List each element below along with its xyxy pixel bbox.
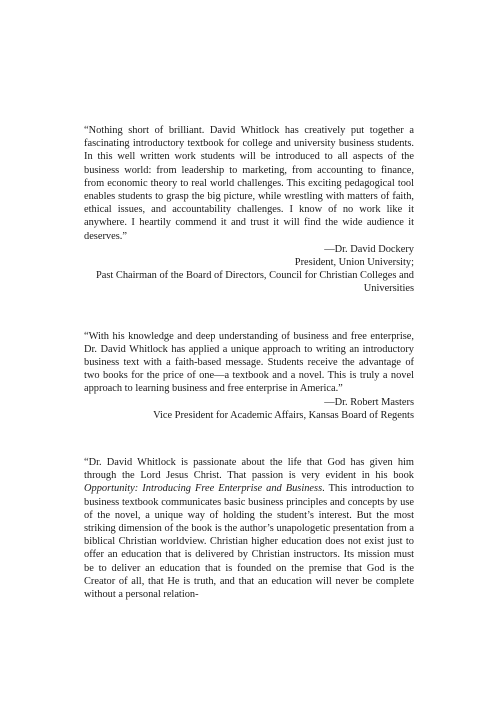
testimonial-quote: “With his knowledge and deep understanding of business and free enterprise, Dr. David Whitlock has applied a unique approach to writing an introductory business text with a faith-based message. Students receive the advantage of two books for the price of one—a textbook and a novel. This is truly a novel approach to learning business and free enterprise in America.”	[84, 330, 414, 395]
endorsements-page	[84, 124, 414, 601]
quote-text-start: “Dr. David Whitlock is passionate about the life that God has given him through the Lord Jesus Christ. That passion is very evident in his book	[84, 457, 414, 482]
quote-text-end: . This introduction to business textbook communicates basic business principles and concepts by use of the novel, a unique way of holding the student’s interest. But the most striking dimension of the book is the author’s unapologetic presentation from a biblical Christian worldview. Christian higher education does not exist just to offer an education that is delivered by Christian instructors. Its mission must be to deliver an education that is founded on the premise that God is the Creator of all, that He is truth, and that an education will never be complete without a personal relation-	[84, 483, 414, 601]
testimonial-dockery	[84, 124, 414, 296]
testimonial-attribution	[84, 396, 414, 422]
book-title: Opportunity: Introducing Free Enterprise and Business	[84, 483, 323, 495]
author-title: President, Union University;	[294, 257, 414, 269]
author-title: Vice President for Academic Affairs, Kansas Board of Regents	[153, 409, 414, 421]
testimonial-attribution	[84, 243, 414, 296]
author-name: —Dr. Robert Masters	[324, 396, 414, 408]
author-title-secondary: Past Chairman of the Board of Directors, Council for Christian Colleges and Universities	[95, 270, 414, 295]
testimonial-masters	[84, 330, 414, 422]
testimonial-third	[84, 456, 414, 601]
testimonial-quote	[84, 456, 414, 601]
testimonial-quote: “Nothing short of brilliant. David Whitlock has creatively put together a fascinating introductory textbook for college and university business students. In this well written work students will be introduced to all aspects of the business world: from leadership to marketing, from accounting to finance, from economic theory to real world challenges. This exciting pedagogical tool enables students to grasp the big picture, while wrestling with matters of faith, ethical issues, and accountability challenges. I know of no work like it anywhere. I heartily commend it and trust it will find the wide audience it deserves.”	[84, 125, 414, 242]
author-name: —Dr. David Dockery	[324, 243, 414, 255]
